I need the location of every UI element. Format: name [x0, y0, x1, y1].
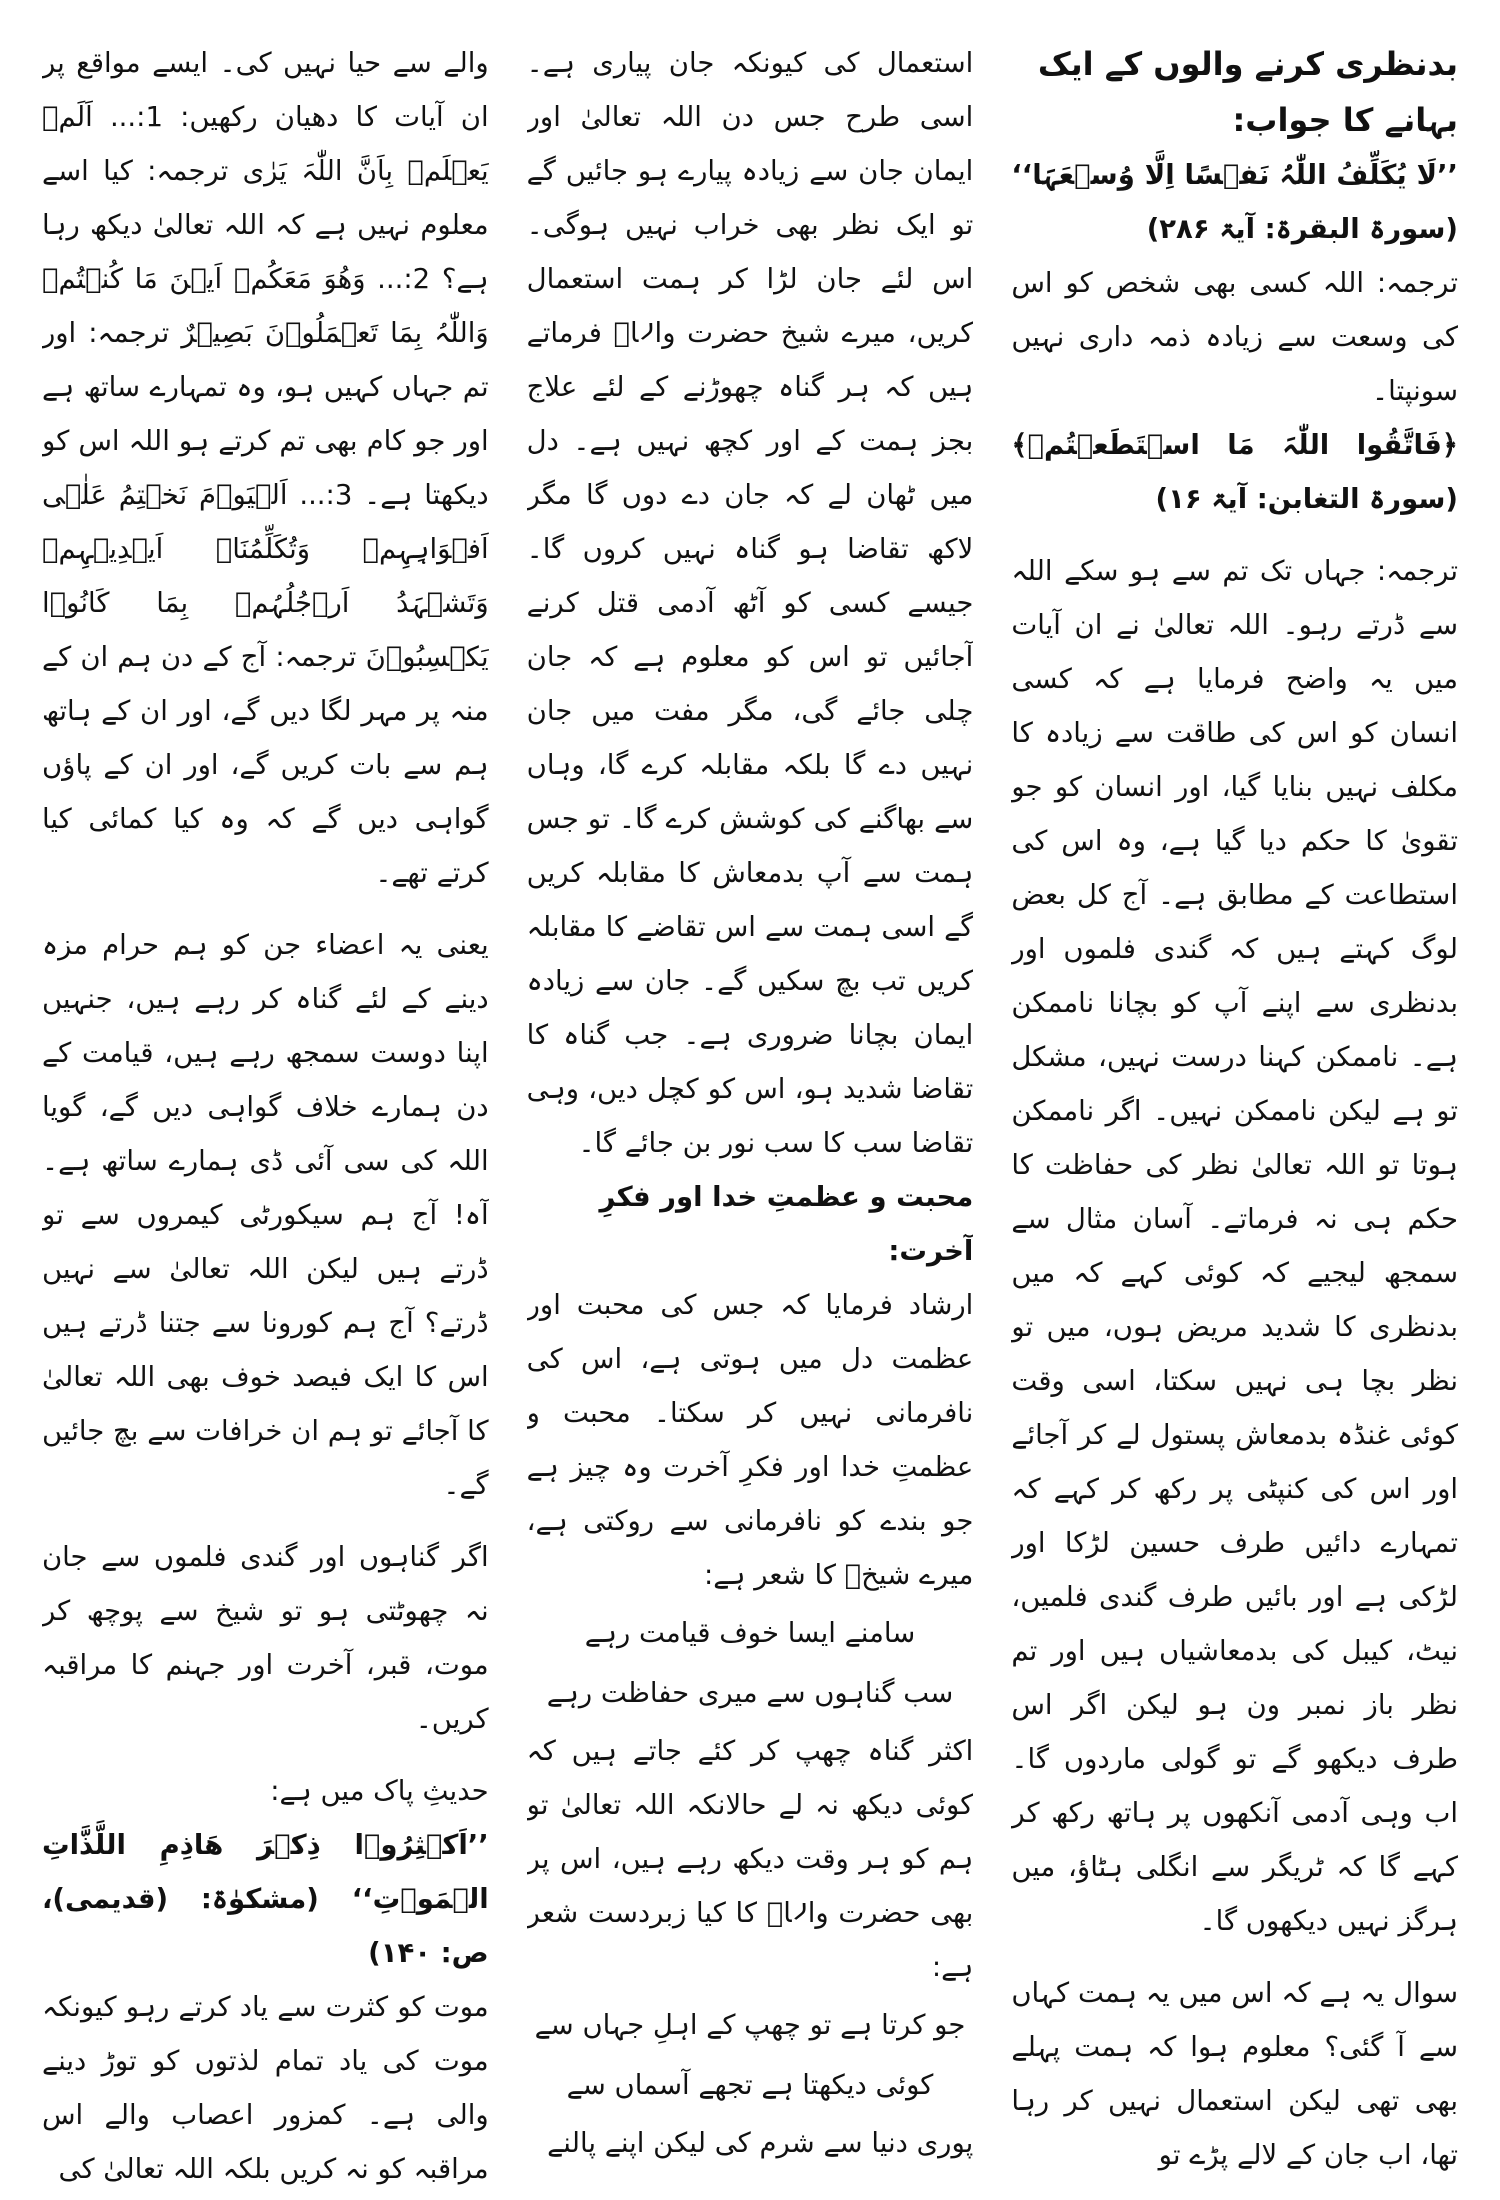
paragraph-courage-question: سوال یہ ہے کہ اس میں یہ ہمت کہاں سے آ گئی؟ معلوم ہوا کہ ہمت پہلے بھی تھی لیکن استعمال نہیں کر رہا تھا، اب جان کے لالے پڑے تو — [1011, 1977, 1458, 2171]
section-heading-love-and-hereafter: محبت و عظمتِ خدا اور فکرِ آخرت: — [599, 1181, 974, 1267]
paragraph-explanation: ترجمہ: جہاں تک تم سے ہو سکے اللہ سے ڈرتے رہو۔ اللہ تعالیٰ نے ان آیات میں یہ واضح فرمایا ہے کہ کسی انسان کو اس کی طاقت سے زیادہ کا مکلف نہیں بنایا گیا، اور انسان کو جو تقویٰ کا حکم دیا گیا ہے، وہ اس کی استطاعت کے مطابق ہے۔ آج کل بعض لوگ کہتے ہیں کہ گندی فلموں اور بدنظری سے اپنے آپ کو بچانا ناممکن ہے۔ ناممکن کہنا درست نہیں، مشکل تو ہے لیکن ناممکن نہیں۔ اگر ناممکن ہوتا تو اللہ تعالیٰ نظر کی حفاظت کا حکم ہی نہ فرماتے۔ آسان مثال سے سمجھ لیجیے کہ کوئی کہے کہ میں بدنظری کا شدید مریض ہوں، میں تو نظر بچا ہی نہیں سکتا، اسی وقت کوئی غنڈہ بدمعاش پستول لے کر آجائے اور اس کی کنپٹی پر رکھ کر کہے کہ تمہارے دائیں طرف حسین لڑکا اور لڑکی ہے اور بائیں طرف گندی فلمیں، نیٹ، کیبل کی بدمعاشیاں ہیں اور تم نظر باز نمبر ون ہو لیکن اگر اس طرف دیکھو گے تو گولی ماردوں گا۔ اب وہی آدمی آنکھوں پر ہاتھ رکھ کر کہے گا کہ ٹریگر سے انگلی ہٹاؤ، میں ہرگز نہیں دیکھوں گا۔ — [1011, 555, 1458, 1937]
poetry-line: کوئی دیکھتا ہے تجھے آسماں سے — [566, 2069, 934, 2101]
column-right — [1011, 36, 1458, 2200]
hadith-intro: حدیثِ پاک میں ہے: — [270, 1775, 489, 1807]
column-middle — [527, 36, 974, 2200]
paragraph-remember-death: موت کو کثرت سے یاد کرتے رہو کیونکہ موت کی یاد تمام لذتوں کو توڑ دینے والی ہے۔ کمزور اعصاب والے اس مراقبہ کو نہ کریں بلکہ اللہ تعالیٰ کی — [41, 1991, 489, 2185]
section-heading-excuse-reply: بدنظری کرنے والوں کے ایک بہانے کا جواب: — [1037, 45, 1458, 139]
column-left — [42, 36, 489, 2200]
hadith-text: ’’اَکۡثِرُوۡا ذِکۡرَ ھَاذِمِ اللَّذَّاتِ الۡمَوۡتِ‘‘ (مشکوٰۃ: (قدیمی)، ص: ۱۴۰) — [41, 1829, 489, 1969]
poetry-line: سب گناہوں سے میری حفاظت رہے — [546, 1677, 954, 1709]
paragraph-courage: استعمال کی کیونکہ جان پیاری ہے۔ اسی طرح جس دن اللہ تعالیٰ اور ایمان جان سے زیادہ پیارے ہو جائیں گے تو ایک نظر بھی خراب نہیں ہوگی۔ اس لئے جان لڑا کر ہمت استعمال کریں، میرے شیخ حضرت والاؒ فرماتے ہیں کہ ہر گناہ چھوڑنے کے لئے علاج بجز ہمت کے اور کچھ نہیں ہے۔ دل میں ٹھان لے کہ جان دے دوں گا مگر لاکھ تقاضا ہو گناہ نہیں کروں گا۔ جیسے کسی کو آٹھ آدمی قتل کرنے آجائیں تو اس کو معلوم ہے کہ جان چلی جائے گی، مگر مفت میں جان نہیں دے گا بلکہ مقابلہ کرے گا، وہاں سے بھاگنے کی کوشش کرے گا۔ تو جس ہمت سے آپ بدمعاش کا مقابلہ کریں گے اسی ہمت سے اس تقاضے کا مقابلہ کریں تب بچ سکیں گے۔ جان سے زیادہ ایمان بچانا ضروری ہے۔ جب گناہ کا تقاضا شدید ہو، اس کو کچل دیں، وہی تقاضا سب کا سب نور بن جائے گا۔ — [526, 47, 974, 1159]
paragraph-love-awe: ارشاد فرمایا کہ جس کی محبت اور عظمت دل میں ہوتی ہے، اس کی نافرمانی نہیں کر سکتا۔ محبت و عظمتِ خدا اور فکرِ آخرت وہ چیز ہے جو بندے کو نافرمانی سے روکتی ہے، میرے شیخؒ کا شعر ہے: — [526, 1289, 974, 1591]
quran-verse-taghabun: ﴿فَاتَّقُوا اللّٰہَ مَا اسۡتَطَعۡتُمۡ﴾ (سورۃ التغابن: آیۃ ۱۶) — [1011, 429, 1458, 515]
poetry-line: سامنے ایسا خوف قیامت رہے — [584, 1617, 916, 1649]
paragraph-verses: والے سے حیا نہیں کی۔ ایسے مواقع پر ان آیات کا دھیان رکھیں: 1:... اَلَمۡ یَعۡلَمۡ بِاَنَّ اللّٰہَ یَرٰی ترجمہ: کیا اسے معلوم نہیں ہے کہ اللہ تعالیٰ دیکھ رہا ہے؟ 2:... وَھُوَ مَعَکُمۡ اَیۡنَ مَا کُنۡتُمۡ وَاللّٰہُ بِمَا تَعۡمَلُوۡنَ بَصِیۡرٌ ترجمہ: اور تم جہاں کہیں ہو، وہ تمہارے ساتھ ہے اور جو کام بھی تم کرتے ہو اللہ اس کو دیکھتا ہے۔ 3:... اَلۡیَوۡمَ نَخۡتِمُ عَلٰۤی اَفۡوَاہِہِمۡ وَتُکَلِّمُنَاۤ اَیۡدِیۡہِمۡ وَتَشۡہَدُ اَرۡجُلُہُمۡ بِمَا کَانُوۡا یَکۡسِبُوۡنَ ترجمہ: آج کے دن ہم ان کے منہ پر مہر لگا دیں گے، اور ان کے ہاتھ ہم سے بات کریں گے، اور ان کے پاؤں گواہی دیں گے کہ وہ کیا کمائی کیا کرتے تھے۔ — [41, 47, 489, 889]
paragraph-shame: پوری دنیا سے شرم کی لیکن اپنے پالنے — [547, 2127, 974, 2159]
paragraph-hidden-sins: اکثر گناہ چھپ کر کئے جاتے ہیں کہ کوئی دیکھ نہ لے حالانکہ اللہ تعالیٰ تو ہم کو ہر وقت دیکھ رہے ہیں، اس پر بھی حضرت والاؒ کا کیا زبردست شعر ہے: — [526, 1735, 974, 1983]
poetry-line: جو کرتا ہے تو چھپ کے اہلِ جہاں سے — [534, 2009, 966, 2041]
paragraph-organs-witness: یعنی یہ اعضاء جن کو ہم حرام مزہ دینے کے لئے گناہ کر رہے ہیں، جنہیں اپنا دوست سمجھ رہے ہیں، قیامت کے دن ہمارے خلاف گواہی دیں گے، گویا اللہ کی سی آئی ڈی ہمارے ساتھ ہے۔ آہ! آج ہم سیکورٹی کیمروں سے تو ڈرتے ہیں لیکن اللہ تعالیٰ سے نہیں ڈرتے؟ آج ہم کورونا سے جتنا ڈرتے ہیں اس کا ایک فیصد خوف بھی اللہ تعالیٰ کا آجائے تو ہم ان خرافات سے بچ جائیں گے۔ — [41, 929, 489, 1501]
paragraph-meditation: اگر گناہوں اور گندی فلموں سے جان نہ چھوٹتی ہو تو شیخ سے پوچھ کر موت، قبر، آخرت اور جہنم کا مراقبہ کریں۔ — [41, 1541, 489, 1735]
translation-baqarah: ترجمہ: اللہ کسی بھی شخص کو اس کی وسعت سے زیادہ ذمہ داری نہیں سونپتا۔ — [1011, 267, 1458, 407]
quran-verse-baqarah: ’’لَا یُکَلِّفُ اللّٰہُ نَفۡسًا اِلَّا وُسۡعَہَا‘‘ (سورۃ البقرۃ: آیۃ ۲۸۶) — [1011, 159, 1458, 245]
